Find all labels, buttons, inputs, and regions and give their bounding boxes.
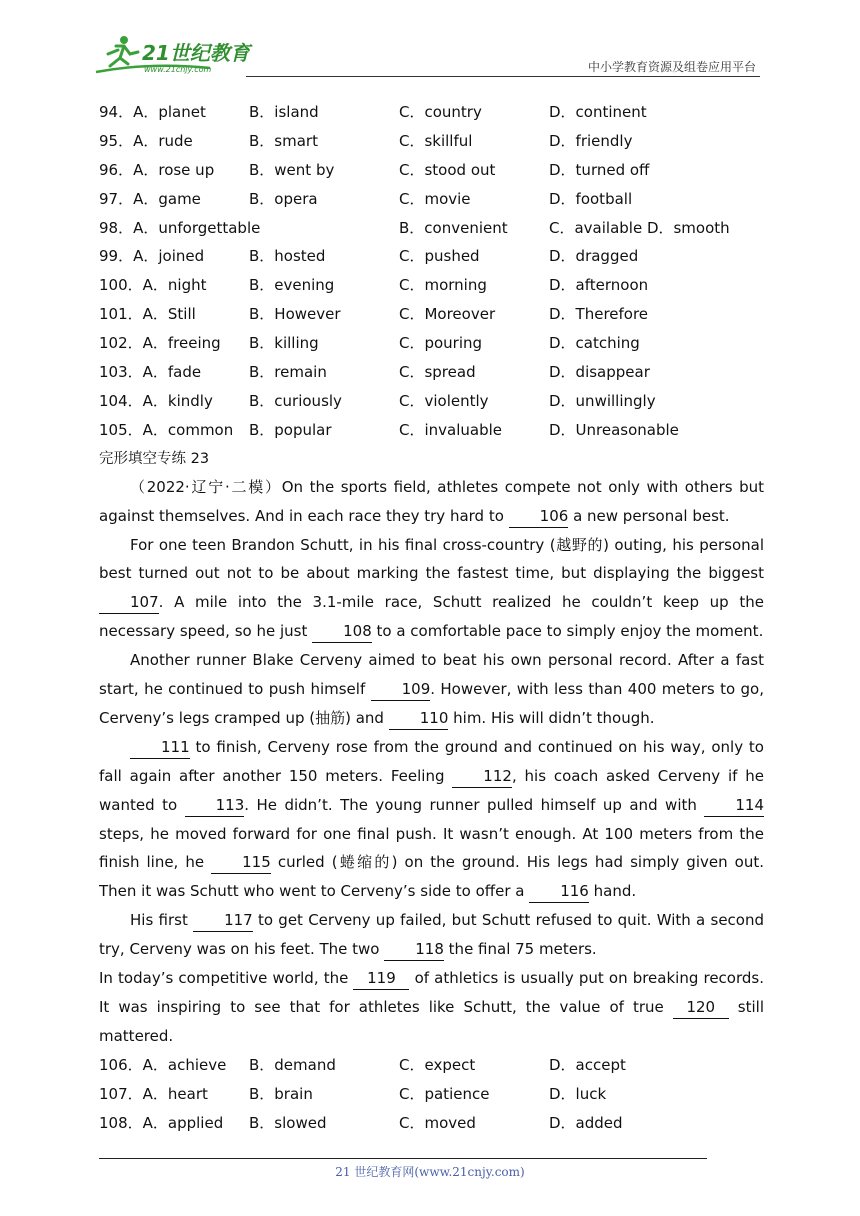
option-c: C．skillful bbox=[399, 131, 473, 150]
option-d: D．continent bbox=[549, 103, 647, 121]
option-a: A．rude bbox=[133, 131, 193, 150]
option-b: B．However bbox=[249, 305, 341, 324]
option-c: C．morning bbox=[399, 276, 487, 295]
question-number: 98． bbox=[99, 218, 134, 237]
blank-110: 110 bbox=[389, 707, 449, 730]
question-number: 102． bbox=[99, 334, 143, 353]
option-d: D．afternoon bbox=[549, 276, 649, 295]
svg-text:21世纪教育: 21世纪教育 bbox=[142, 41, 250, 65]
option-row bbox=[99, 387, 764, 416]
question-number: 108． bbox=[99, 1113, 143, 1132]
blank-118: 118 bbox=[384, 938, 444, 961]
option-d: D．accept bbox=[549, 1055, 626, 1074]
passage-paragraph: 111 to finish, Cerveny rose from the ground and continued on his way, only to fall again after another 150 meters. Feeling 112, his coach asked Cerveny if he wanted to 113. He didn’t. The young runner pulled himself up and with 114 steps, he moved forward for one final push. It wasn’t enough. At 100 meters from the finish line, he 115 curled (蜷缩的) on the ground. His legs had simply given out. Then it was Schutt who went to Cerveny’s side to offer a 116 hand. bbox=[99, 733, 764, 906]
option-b: B．evening bbox=[249, 276, 335, 295]
option-row bbox=[99, 416, 764, 445]
option-c: C．pushed bbox=[399, 247, 480, 266]
option-d: D．added bbox=[549, 1113, 623, 1132]
option-c: C．Moreover bbox=[399, 305, 496, 324]
option-c: C．violently bbox=[399, 391, 489, 410]
blank-119: 119 bbox=[353, 967, 409, 990]
passage-paragraph: His first 117 to get Cerveny up failed, but Schutt refused to quit. With a second try, Cerveny was on his feet. The two 118 the final 75 meters. bbox=[99, 906, 764, 964]
option-b: B．killing bbox=[249, 334, 319, 353]
option-d: D．turned off bbox=[549, 160, 650, 179]
option-c: B．convenient bbox=[399, 218, 508, 237]
page-header bbox=[90, 32, 760, 78]
question-number: 106． bbox=[99, 1055, 143, 1074]
option-a: A．Still bbox=[142, 305, 196, 324]
option-c: C．spread bbox=[399, 363, 476, 382]
option-a: A．common bbox=[142, 420, 234, 439]
blank-113: 113 bbox=[185, 794, 245, 817]
blank-120: 120 bbox=[673, 996, 729, 1019]
footer-text: 21 世纪教育网(www.21cnjy.com) bbox=[335, 1165, 525, 1179]
option-b: B．curiously bbox=[249, 391, 342, 410]
option-a: A．joined bbox=[133, 247, 205, 266]
option-row bbox=[99, 1080, 764, 1109]
option-d: D．unwillingly bbox=[549, 391, 656, 410]
option-a: A．applied bbox=[142, 1113, 224, 1132]
option-row bbox=[99, 358, 764, 387]
blank-116: 116 bbox=[529, 880, 589, 903]
question-number: 104． bbox=[99, 391, 143, 410]
blank-112: 112 bbox=[452, 765, 512, 788]
option-b: B．hosted bbox=[249, 247, 326, 266]
option-d: D．football bbox=[549, 189, 633, 208]
options-list-top bbox=[99, 98, 764, 445]
option-row bbox=[99, 329, 764, 358]
option-a: A．game bbox=[133, 189, 201, 208]
option-c: C．moved bbox=[399, 1113, 476, 1132]
blank-108: 108 bbox=[312, 620, 372, 643]
option-row bbox=[99, 271, 764, 300]
header-divider bbox=[246, 76, 760, 77]
option-row bbox=[99, 242, 764, 271]
question-number: 105． bbox=[99, 420, 143, 439]
option-d: D．Unreasonable bbox=[549, 420, 679, 439]
question-number: 107． bbox=[99, 1084, 143, 1103]
passage-paragraph: In today’s competitive world, the 119 of athletics is usually put on breaking records. It was inspiring to see that for athletes like Schutt, the value of true 120 still mattered. bbox=[99, 969, 764, 1045]
option-c: C．country bbox=[399, 103, 482, 121]
question-number: 94． bbox=[99, 103, 134, 121]
blank-111: 111 bbox=[130, 736, 190, 759]
question-number: 99． bbox=[99, 247, 134, 266]
option-row bbox=[99, 1109, 764, 1138]
question-number: 101． bbox=[99, 305, 143, 324]
option-c: C．expect bbox=[399, 1055, 476, 1074]
option-a: A．rose up bbox=[133, 160, 215, 179]
option-c: C．pouring bbox=[399, 334, 483, 353]
option-b: B．brain bbox=[249, 1084, 313, 1103]
blank-117: 117 bbox=[193, 909, 253, 932]
option-b: B．opera bbox=[249, 189, 318, 208]
question-number: 97． bbox=[99, 189, 134, 208]
option-d: D．dragged bbox=[549, 247, 639, 266]
footer-divider bbox=[99, 1158, 707, 1159]
question-number: 100． bbox=[99, 276, 143, 295]
option-a: A．night bbox=[142, 276, 207, 295]
option-c: C．stood out bbox=[399, 160, 496, 179]
option-row bbox=[99, 1051, 764, 1080]
option-a: A．heart bbox=[142, 1084, 208, 1103]
question-number: 95． bbox=[99, 131, 134, 150]
option-d: D．friendly bbox=[549, 131, 633, 150]
options-list-bottom bbox=[99, 1051, 764, 1138]
option-d: C．available D．smooth bbox=[549, 218, 730, 237]
passage-paragraph: For one teen Brandon Schutt, in his final cross-country (越野的) outing, his personal best turned out not to be about marking the fastest time, but displaying the biggest 107. A mile into the 3.1-mile race, Schutt realized he couldn’t keep up the necessary speed, so he just 108 to a comfortable pace to simply enjoy the moment. bbox=[99, 531, 764, 647]
option-a: A．fade bbox=[142, 363, 202, 382]
blank-109: 109 bbox=[371, 678, 431, 701]
question-number: 103． bbox=[99, 363, 143, 382]
blank-106: 106 bbox=[509, 505, 569, 528]
option-a: A．planet bbox=[133, 103, 206, 121]
option-row bbox=[99, 127, 764, 156]
option-c: C．patience bbox=[399, 1084, 490, 1103]
option-b: B．island bbox=[249, 103, 319, 121]
option-a: A．achieve bbox=[142, 1055, 227, 1074]
logo-icon bbox=[90, 32, 260, 78]
option-a: A．kindly bbox=[142, 391, 213, 410]
document-body bbox=[99, 98, 764, 1137]
platform-name: 中小学教育资源及组卷应用平台 bbox=[587, 60, 756, 74]
option-a: A．unforgettable bbox=[133, 218, 261, 237]
option-d: D．catching bbox=[549, 334, 640, 353]
option-row bbox=[99, 98, 764, 127]
option-b: B．demand bbox=[249, 1055, 336, 1074]
option-d: D．luck bbox=[549, 1084, 607, 1103]
option-b: B．popular bbox=[249, 420, 332, 439]
blank-115: 115 bbox=[211, 851, 271, 874]
option-row bbox=[99, 185, 764, 214]
blank-114: 114 bbox=[704, 794, 764, 817]
passage-paragraph: Another runner Blake Cerveny aimed to beat his own personal record. After a fast start, he continued to push himself 109. However, with less than 400 meters to go, Cerveny’s legs cramped up (抽筋) and 110 him. His will didn’t though. bbox=[99, 646, 764, 733]
svg-text:www.21cnjy.com: www.21cnjy.com bbox=[144, 65, 212, 74]
option-row bbox=[99, 156, 764, 185]
option-c: C．movie bbox=[399, 189, 471, 208]
passage-paragraph: （2022·辽宁·二模）On the sports field, athletes compete not only with others but against themselves. And in each race they try hard to 106 a new personal best. bbox=[99, 473, 764, 531]
option-b: B．slowed bbox=[249, 1113, 327, 1132]
option-row bbox=[99, 214, 764, 243]
blank-107: 107 bbox=[99, 591, 159, 614]
option-d: D．disappear bbox=[549, 363, 650, 382]
option-b: B．went by bbox=[249, 160, 335, 179]
option-a: A．freeing bbox=[142, 334, 221, 353]
option-row bbox=[99, 300, 764, 329]
option-b: B．remain bbox=[249, 363, 327, 382]
question-number: 96． bbox=[99, 160, 134, 179]
section-title: 完形填空专练 23 bbox=[99, 450, 210, 467]
option-c: C．invaluable bbox=[399, 420, 503, 439]
option-b: B．smart bbox=[249, 131, 318, 150]
option-d: D．Therefore bbox=[549, 305, 649, 324]
